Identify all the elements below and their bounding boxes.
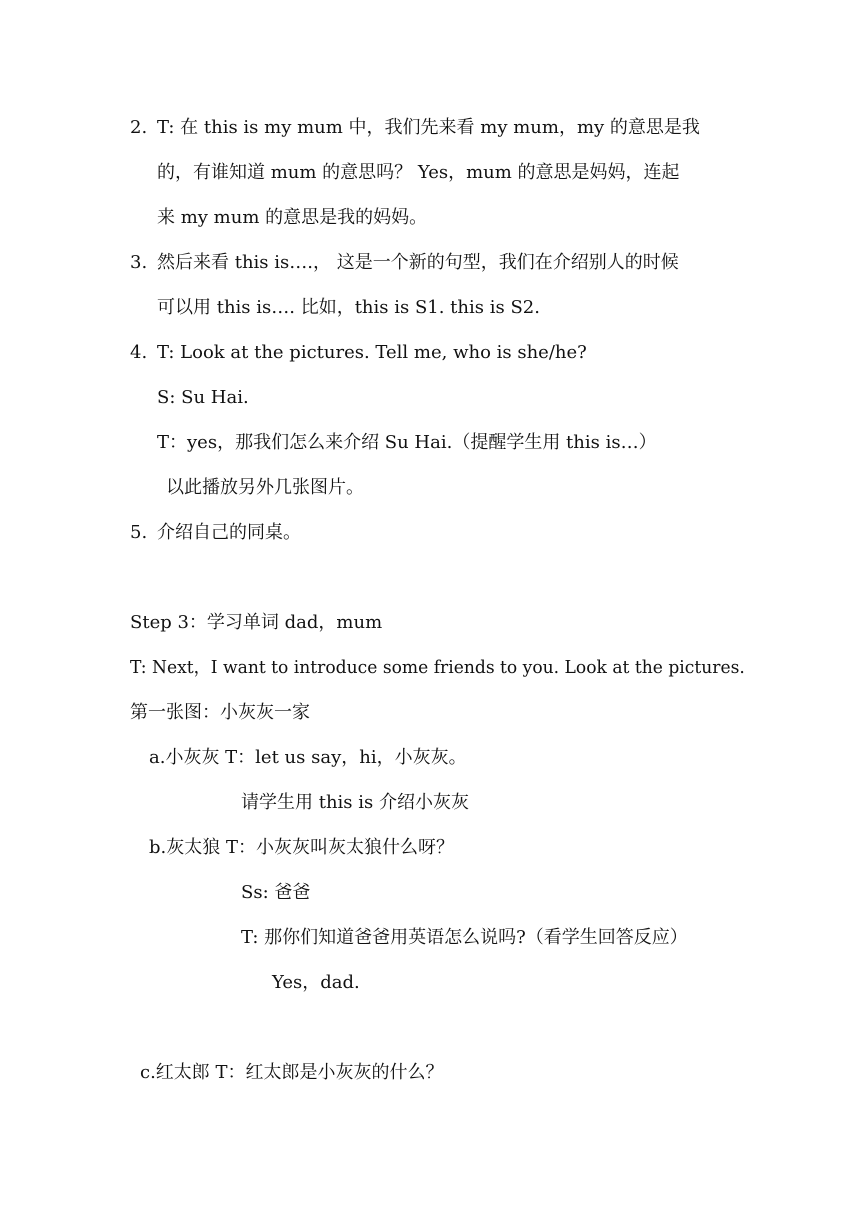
item-b-line-1: b.灰太狼 T：小灰灰叫灰太狼什么呀？: [149, 837, 454, 858]
item-b-line-4: Yes，dad.: [272, 972, 360, 993]
item-5-line-1: 介绍自己的同桌。: [157, 522, 301, 543]
item-2-line-2: 的，有谁知道 mum 的意思吗？ Yes，mum 的意思是妈妈，连起: [157, 162, 680, 183]
item-3-line-2: 可以用 this is…. 比如，this is S1. this is S2.: [157, 297, 540, 318]
step-3-heading: Step 3：学习单词 dad，mum: [130, 612, 383, 633]
picture-1-caption: 第一张图：小灰灰一家: [130, 702, 310, 723]
item-2-line-3: 来 my mum 的意思是我的妈妈。: [157, 207, 428, 228]
item-4-number: 4.: [130, 342, 148, 363]
item-b-line-2: Ss: 爸爸: [241, 882, 311, 903]
item-5-number: 5.: [130, 522, 148, 543]
item-3-number: 3.: [130, 252, 148, 273]
item-4-line-4: 以此播放另外几张图片。: [166, 477, 364, 498]
item-a-line-1: a.小灰灰 T：let us say，hi，小灰灰。: [149, 747, 467, 768]
item-a-line-2: 请学生用 this is 介绍小灰灰: [241, 792, 469, 813]
item-c-line-1: c.红太郎 T：红太郎是小灰灰的什么？: [140, 1062, 444, 1083]
item-b-line-3: T: 那你们知道爸爸用英语怎么说吗?（看学生回答反应）: [241, 927, 688, 948]
item-2-line-1: T: 在 this is my mum 中，我们先来看 my mum，my 的意思是我: [157, 117, 700, 138]
item-4-line-1: T: Look at the pictures. Tell me, who is she/he?: [157, 342, 587, 363]
step-3-intro: T: Next，I want to introduce some friends to you. Look at the pictures.: [130, 657, 745, 678]
item-3-line-1: 然后来看 this is….， 这是一个新的句型，我们在介绍别人的时候: [157, 252, 679, 273]
item-4-line-3: T：yes，那我们怎么来介绍 Su Hai.（提醒学生用 this is…）: [157, 432, 657, 453]
item-4-line-2: S: Su Hai.: [157, 387, 249, 408]
item-2-number: 2.: [130, 117, 148, 138]
